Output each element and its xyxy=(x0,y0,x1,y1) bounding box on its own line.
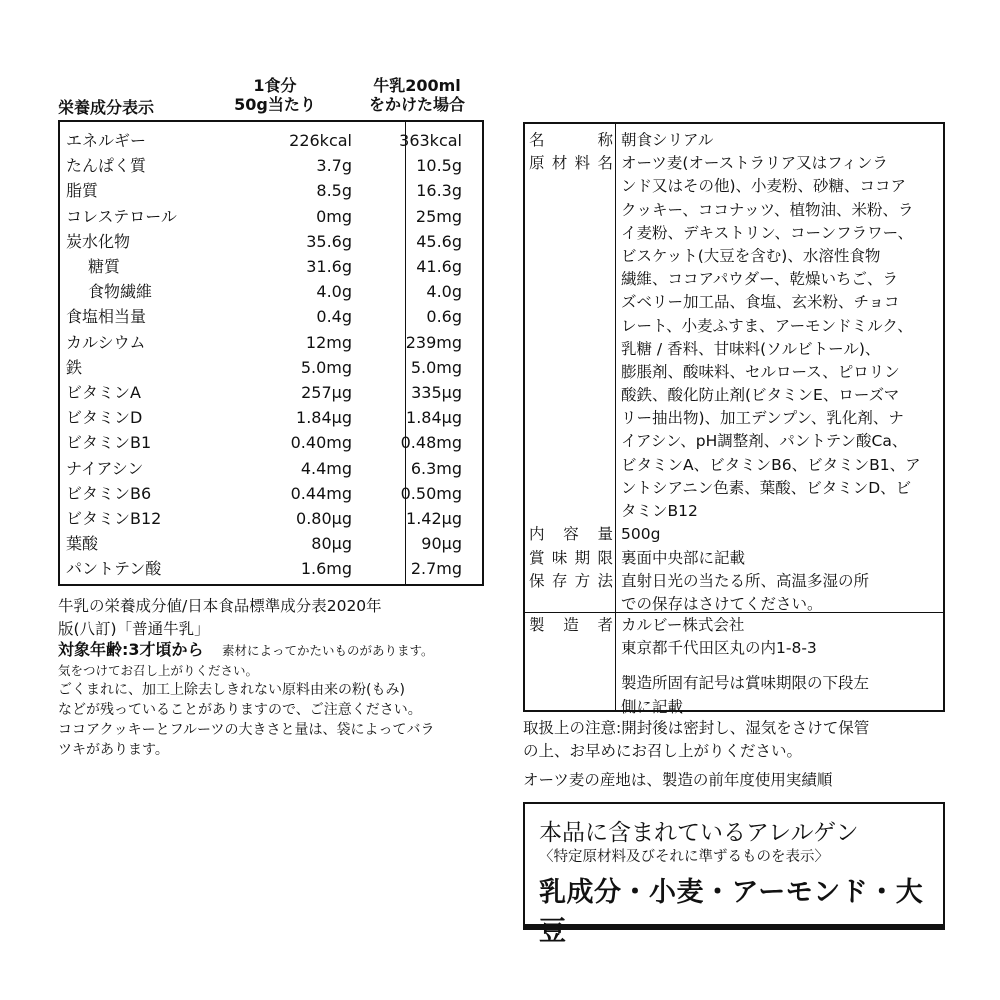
nutrient-name: 糖質 xyxy=(88,257,121,276)
info-value-line: ビスケット(大豆を含む)、水溶性食物 xyxy=(621,246,881,265)
nutrition-row xyxy=(60,556,482,581)
value-with-milk: 2.7mg xyxy=(410,559,462,579)
handling-line: の上、お早めにお召し上がりください。 xyxy=(523,742,803,760)
info-value xyxy=(621,570,941,616)
nutrient-name: パントテン酸 xyxy=(66,559,162,579)
info-value xyxy=(621,129,941,152)
info-value-line: 500g xyxy=(621,525,661,544)
info-value-line: タミンB12 xyxy=(621,502,698,520)
value-with-milk: 90μg xyxy=(421,534,462,554)
nutrient-name: たんぱく質 xyxy=(66,156,147,176)
value-with-milk: 45.6g xyxy=(416,231,462,251)
notice-line: ごくまれに、加工上除去しきれない原料由来の粉(もみ) xyxy=(58,682,405,698)
value-with-milk: 5.0mg xyxy=(410,357,462,377)
notice-line: ココアクッキーとフルーツの大きさと量は、袋によってバラ xyxy=(58,722,435,738)
nutrient-name: カルシウム xyxy=(66,332,146,352)
value-with-milk: 0.6g xyxy=(426,307,462,327)
value-per-serving: 4.0g xyxy=(316,282,352,302)
info-label: 賞味期限 xyxy=(529,548,613,567)
info-value xyxy=(621,614,941,719)
nutrient-name: 葉酸 xyxy=(66,534,99,554)
nutrition-row xyxy=(60,456,482,481)
nutrient-name: ビタミンB12 xyxy=(66,509,162,528)
value-with-milk: 1.84μg xyxy=(406,408,462,428)
info-value-line: 裏面中央部に記載 xyxy=(621,548,746,567)
info-value xyxy=(621,523,941,546)
allergen-title: 本品に含まれているアレルゲン xyxy=(539,820,859,846)
info-value-line: ビタミンA、ビタミンB6、ビタミンB1、ア xyxy=(621,455,921,474)
value-with-milk: 25mg xyxy=(415,206,462,226)
value-with-milk: 335μg xyxy=(411,383,462,402)
nutrition-row xyxy=(60,128,482,153)
info-value-line: 東京都千代田区丸の内1-8-3 xyxy=(621,639,817,658)
info-value-line: ントシアニン色素、葉酸、ビタミンD、ビ xyxy=(621,478,912,497)
handling-caution xyxy=(523,717,953,763)
value-per-serving: 35.6g xyxy=(306,231,352,251)
allergen-subtitle: 〈特定原材料及びそれに準ずるものを表示〉 xyxy=(539,849,829,865)
nutrient-name: 炭水化物 xyxy=(66,231,131,251)
allergen-box xyxy=(523,802,945,947)
value-per-serving: 0.44mg xyxy=(290,483,352,503)
value-per-serving: 3.7g xyxy=(316,156,352,176)
column-header-per-serving xyxy=(225,76,325,114)
hardness-note: 素材によってかたいものがあります。 xyxy=(222,643,434,658)
nutrient-name: ビタミンB1 xyxy=(66,433,152,453)
nutrition-row xyxy=(60,330,482,355)
nutrition-row xyxy=(60,380,482,405)
hardness-note: 気をつけてお召し上がりください。 xyxy=(58,663,259,678)
nutrition-row xyxy=(60,178,482,203)
info-value-line: 朝食シリアル xyxy=(621,131,714,149)
nutrient-name: ナイアシン xyxy=(66,458,144,478)
info-value xyxy=(621,547,941,570)
value-with-milk: 0.48mg xyxy=(400,433,462,453)
nutrient-name: 食物繊維 xyxy=(88,282,153,302)
note-line: 版(八訂)「普通牛乳」 xyxy=(58,620,210,638)
allergen-list: 乳成分・小麦・アーモンド・大豆 xyxy=(539,877,924,947)
column-header-line: 50g当たり xyxy=(234,95,316,114)
nutrient-name: ビタミンB6 xyxy=(66,483,152,503)
nutrition-title: 栄養成分表示 xyxy=(58,98,155,117)
value-per-serving: 5.0mg xyxy=(300,357,352,377)
nutrient-name: 脂質 xyxy=(66,181,99,201)
product-info-table xyxy=(523,122,945,716)
nutrition-row xyxy=(60,304,482,329)
nutrition-row xyxy=(60,405,482,430)
value-with-milk: 16.3g xyxy=(416,181,462,201)
value-per-serving: 1.84μg xyxy=(296,408,352,428)
value-with-milk: 6.3mg xyxy=(410,458,462,478)
column-header-line: をかけた場合 xyxy=(368,95,465,114)
nutrition-row xyxy=(60,279,482,304)
info-value-line: イアシン、pH調整剤、パントテン酸Ca、 xyxy=(621,432,908,451)
nutrient-name: ビタミンD xyxy=(66,408,143,428)
info-value-line: 繊維、ココアパウダー、乾燥いちご、ラ xyxy=(621,270,898,289)
value-with-milk: 363kcal xyxy=(399,131,462,150)
column-header-with-milk xyxy=(352,76,482,114)
value-per-serving: 0mg xyxy=(316,206,352,226)
nutrition-row xyxy=(60,254,482,279)
value-per-serving: 226kcal xyxy=(289,131,352,150)
value-per-serving: 80μg xyxy=(311,534,352,554)
nutrition-row xyxy=(60,355,482,380)
target-age-block xyxy=(58,640,498,680)
info-value-line: 乳糖 / 香料、甘味料(ソルビトール)、 xyxy=(621,339,881,358)
value-per-serving: 1.6mg xyxy=(300,559,352,579)
value-with-milk: 4.0g xyxy=(426,282,462,302)
column-header-line: 牛乳200ml xyxy=(373,76,461,95)
info-value-line: クッキー、ココナッツ、植物油、米粉、ラ xyxy=(621,200,914,219)
value-per-serving: 12mg xyxy=(305,332,352,352)
info-value xyxy=(621,152,941,523)
target-age: 対象年齢:3才頃から xyxy=(58,640,204,659)
nutrition-row xyxy=(60,153,482,178)
oat-origin-note: オーツ麦の産地は、製造の前年度使用実績順 xyxy=(523,771,833,789)
column-divider xyxy=(615,124,616,710)
info-value-line: 側に記載 xyxy=(621,697,684,716)
info-label: 名 称 xyxy=(529,131,613,149)
note-line: 牛乳の栄養成分値/日本食品標準成分表2020年 xyxy=(58,597,382,615)
info-value-line: 酸鉄、酸化防止剤(ビタミンE、ローズマ xyxy=(621,386,900,405)
nutrient-name: エネルギー xyxy=(66,131,147,150)
info-label: 原材料名 xyxy=(529,154,613,173)
value-with-milk: 1.42μg xyxy=(406,509,462,528)
info-value-line: 膨脹剤、酸味料、セルロース、ピロリン xyxy=(621,362,900,381)
info-value-line: オーツ麦(オーストラリア又はフィンラ xyxy=(621,154,888,173)
info-value-line: 直射日光の当たる所、高温多湿の所 xyxy=(621,571,870,590)
value-per-serving: 0.40mg xyxy=(290,433,352,453)
value-with-milk: 41.6g xyxy=(416,257,462,276)
value-per-serving: 4.4mg xyxy=(300,458,352,478)
target-age-line xyxy=(58,640,498,661)
info-label: 保存方法 xyxy=(529,571,613,590)
caution-notice xyxy=(58,680,498,760)
handling-line: 取扱上の注意:開封後は密封し、湿気をさけて保管 xyxy=(523,719,870,737)
value-per-serving: 0.4g xyxy=(316,307,352,327)
info-value-line: カルビー株式会社 xyxy=(621,616,745,634)
nutrient-name: ビタミンA xyxy=(66,383,141,402)
nutrition-row xyxy=(60,531,482,556)
info-value-line: レート、小麦ふすま、アーモンドミルク、 xyxy=(621,316,913,335)
nutrition-row xyxy=(60,481,482,506)
nutrition-row xyxy=(60,204,482,229)
column-header-line: 1食分 xyxy=(253,76,297,95)
value-per-serving: 8.5g xyxy=(316,181,352,201)
info-value-line: イ麦粉、デキストリン、コーンフラワー、 xyxy=(621,223,914,242)
info-value-line: での保存はさけてください。 xyxy=(621,594,823,613)
info-label: 内容量 xyxy=(529,525,613,544)
value-per-serving: 31.6g xyxy=(306,257,352,276)
info-value-line xyxy=(621,660,941,672)
info-value-line: 製造所固有記号は賞味期限の下段左 xyxy=(621,674,870,693)
nutrient-name: コレステロール xyxy=(66,206,177,226)
nutrition-row xyxy=(60,506,482,531)
info-value-line: ンド又はその他)、小麦粉、砂糖、ココア xyxy=(621,177,907,196)
notice-line: ツキがあります。 xyxy=(58,742,169,758)
nutrition-row xyxy=(60,430,482,455)
value-with-milk: 0.50mg xyxy=(400,483,462,503)
value-with-milk: 239mg xyxy=(405,332,462,352)
nutrient-name: 鉄 xyxy=(66,357,83,377)
value-per-serving: 257μg xyxy=(301,383,352,402)
value-with-milk: 10.5g xyxy=(416,156,462,176)
nutrition-table xyxy=(58,120,484,586)
nutrition-row xyxy=(60,229,482,254)
nutrient-name: 食塩相当量 xyxy=(66,307,147,327)
notice-line: などが残っていることがありますので、ご注意ください。 xyxy=(58,702,422,718)
value-per-serving: 0.80μg xyxy=(296,509,352,528)
milk-source-note xyxy=(58,595,498,641)
info-value-line: リー抽出物)、加工デンプン、乳化剤、ナ xyxy=(621,409,904,428)
info-label: 製造者 xyxy=(529,616,613,634)
info-value-line: ズベリー加工品、食塩、玄米粉、チョコ xyxy=(621,293,900,312)
